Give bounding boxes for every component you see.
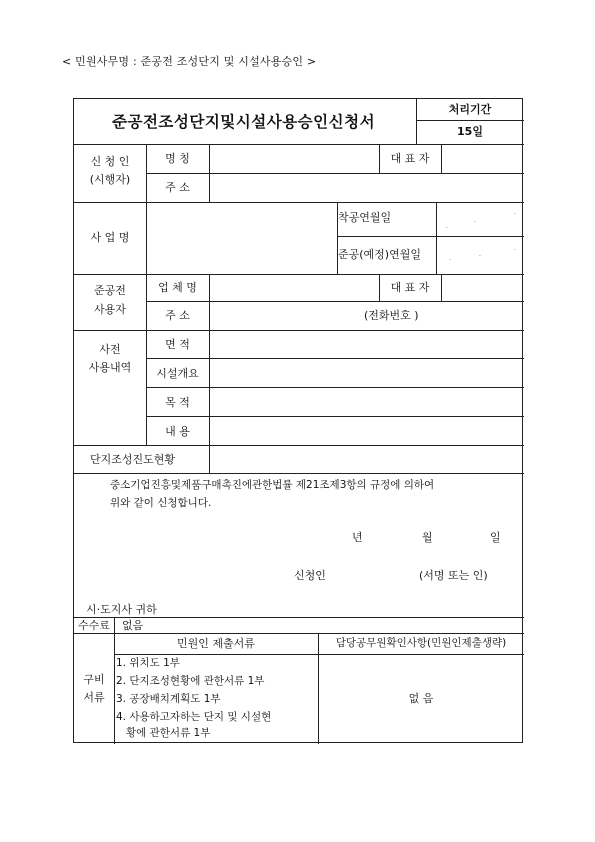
- user-representative-label: 대 표 자: [390, 281, 430, 294]
- date-dot: .: [446, 223, 448, 230]
- official-check-header: 담당공무원확인사항(민원인제출생략): [335, 637, 507, 649]
- divider: [74, 144, 524, 145]
- page-heading: < 민원사무명 : 준공전 조성단지 및 시설사용승인 >: [62, 55, 317, 68]
- progress-status-label: 단지조성진도현황: [90, 453, 176, 466]
- applicant-sublabel: (시행자): [89, 173, 131, 186]
- divider: [74, 274, 524, 275]
- date-dot: .: [479, 251, 481, 258]
- divider: [74, 633, 524, 634]
- applicant-representative-label: 대 표 자: [390, 152, 430, 165]
- details-label: 사전: [99, 343, 121, 356]
- documents-label: 구비: [83, 673, 105, 686]
- divider: [146, 301, 524, 302]
- document-item: 3. 공장배치계획도 1부: [116, 693, 221, 705]
- applicant-name-label: 명 칭: [165, 152, 190, 165]
- fee-label: 수수료: [78, 619, 110, 632]
- divider: [74, 473, 524, 474]
- divider: [114, 617, 115, 633]
- divider: [146, 202, 147, 274]
- details-sublabel: 사용내역: [88, 361, 132, 374]
- date-dot: .: [449, 255, 451, 262]
- date-day-label: 일: [490, 531, 501, 544]
- divider: [337, 236, 524, 237]
- civil-documents-header: 민원인 제출서류: [177, 637, 255, 650]
- facility-overview-label: 시설개요: [156, 367, 199, 380]
- user-sublabel: 사용자: [94, 303, 126, 316]
- application-form: [73, 98, 523, 743]
- area-label: 면 적: [165, 338, 190, 351]
- date-dot: .: [514, 245, 516, 252]
- applicant-label: 신 청 인: [90, 155, 130, 168]
- official-check-value: 없 음: [408, 692, 434, 705]
- divider: [114, 654, 524, 655]
- divider: [74, 202, 524, 203]
- divider: [146, 358, 524, 359]
- divider: [209, 274, 210, 330]
- document-item: 황에 관한서류 1부: [116, 727, 211, 739]
- completion-date-label: 준공(예정)연월일: [338, 248, 421, 261]
- divider: [74, 617, 524, 618]
- addressee: 시·도지사 귀하: [86, 603, 157, 616]
- date-year-label: 년: [352, 531, 363, 544]
- content-label: 내 용: [165, 425, 190, 438]
- document-item: 4. 사용하고자하는 단지 및 시설현: [116, 711, 272, 723]
- statement-line-1: 중소기업진흥및제품구매촉진에관한법률 제21조제3항의 규정에 의하여: [110, 479, 435, 491]
- form-title: 준공전조성단지및시설사용승인신청서: [112, 113, 376, 131]
- documents-sublabel: 서류: [83, 691, 105, 704]
- document-item: 1. 위치도 1부: [116, 657, 180, 669]
- date-month-label: 월: [422, 531, 433, 544]
- project-name-label: 사 업 명: [90, 231, 130, 244]
- user-label: 준공전: [94, 284, 126, 297]
- divider: [74, 330, 524, 331]
- divider: [441, 274, 442, 301]
- phone-number-label: (전화번호 ): [364, 309, 419, 322]
- divider: [436, 202, 437, 274]
- applicant-address-label: 주 소: [165, 181, 190, 194]
- user-address-label: 주 소: [165, 309, 190, 322]
- purpose-label: 목 적: [165, 396, 190, 409]
- company-name-label: 업 체 명: [158, 281, 197, 294]
- divider: [441, 144, 442, 173]
- divider: [146, 387, 524, 388]
- date-dot: .: [514, 209, 516, 216]
- divider: [146, 416, 524, 417]
- divider: [146, 173, 524, 174]
- divider: [74, 445, 524, 446]
- construction-start-label: 착공연월일: [338, 211, 392, 224]
- signature-note: (서명 또는 인): [419, 569, 488, 582]
- fee-value: 없음: [122, 619, 144, 632]
- document-item: 2. 단지조성현황에 관한서류 1부: [116, 675, 265, 687]
- processing-period-value: 15일: [457, 125, 483, 138]
- divider: [416, 120, 524, 121]
- statement-line-2: 위와 같이 신청합니다.: [110, 497, 212, 509]
- signer-label: 신청인: [294, 569, 326, 582]
- date-dot: .: [474, 217, 476, 224]
- divider: [209, 445, 210, 473]
- processing-period-label: 처리기간: [448, 103, 492, 116]
